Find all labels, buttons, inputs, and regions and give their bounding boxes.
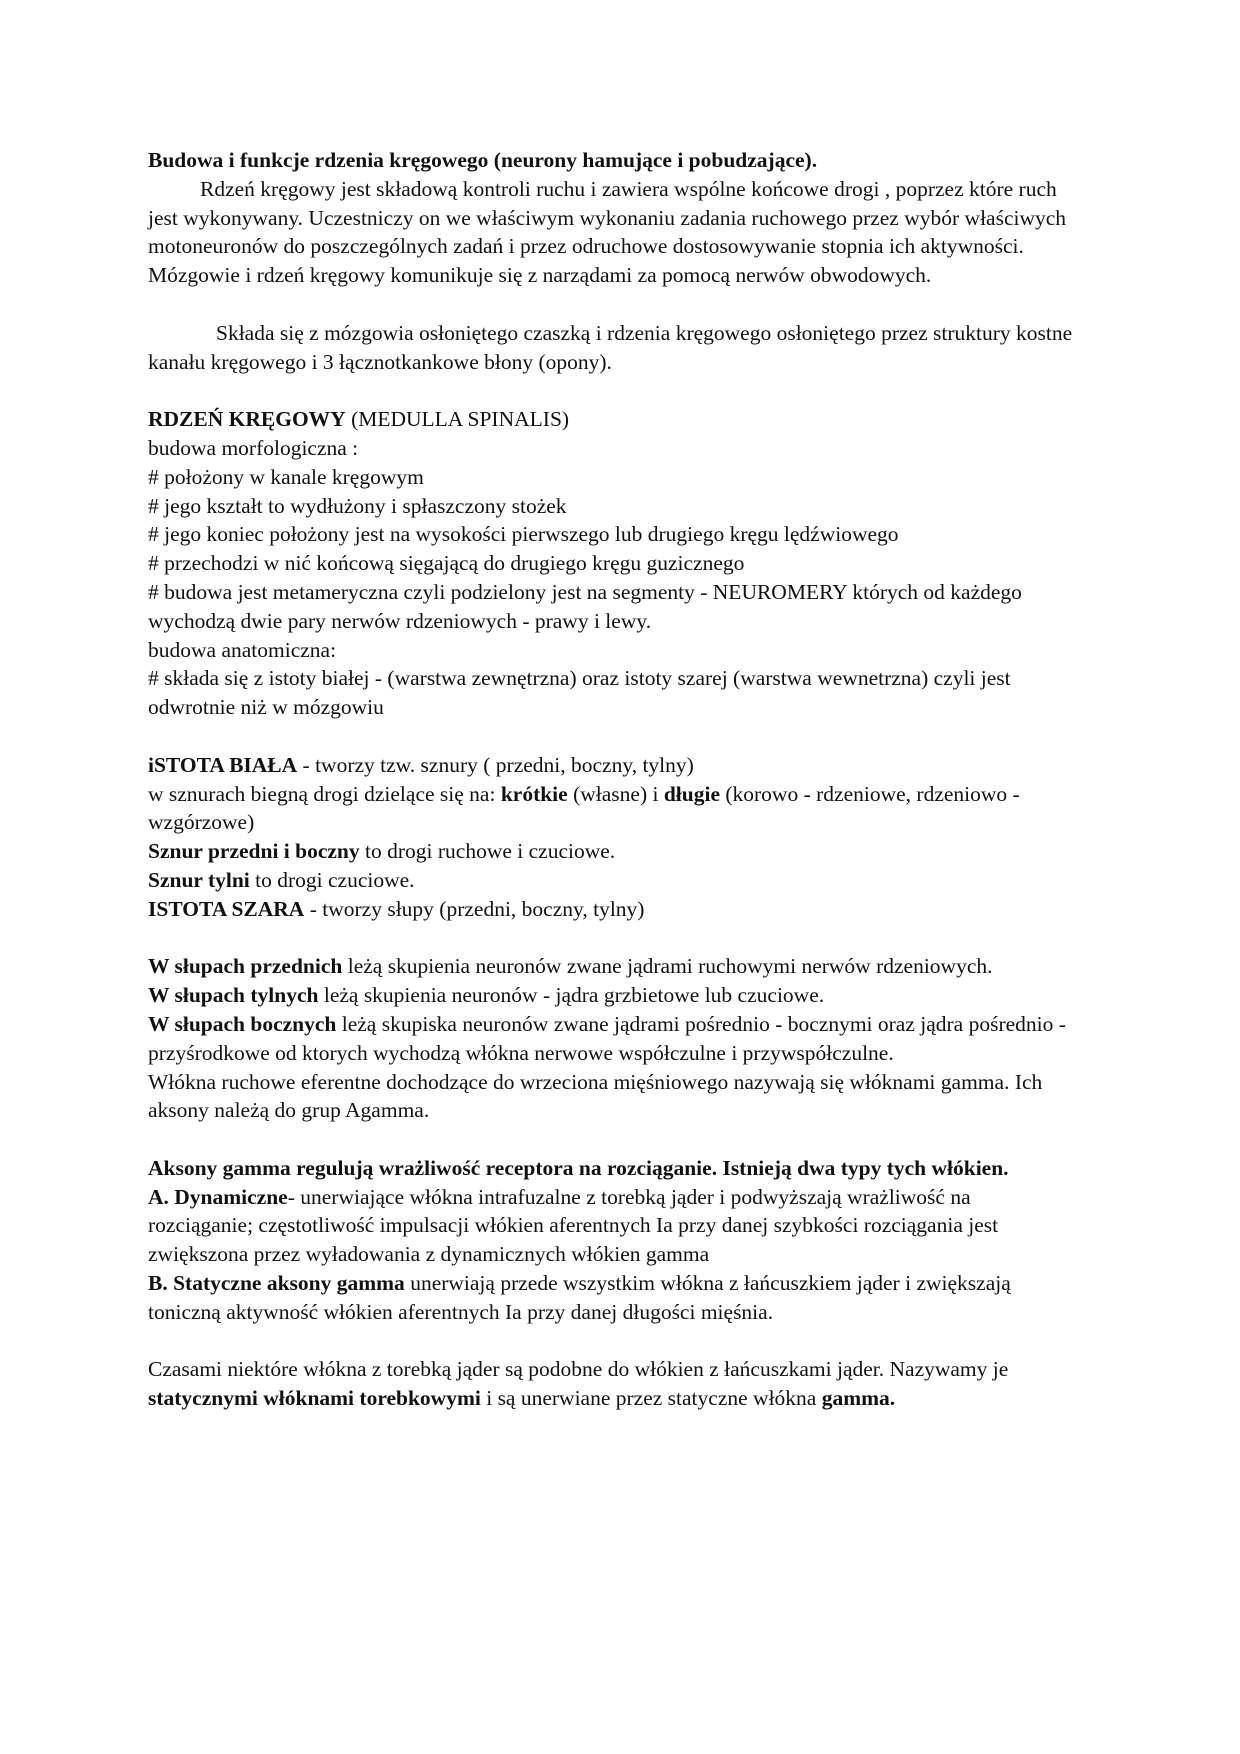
list-item: # jego kształt to wydłużony i spłaszczony stożek [148, 493, 567, 518]
list-item: # budowa jest metameryczna czyli podzielony jest na segmenty - NEUROMERY których od każdego wychodzą dwie pary nerwów rdzeniowych - prawy i lewy. [148, 579, 1022, 633]
spacer [148, 290, 1080, 319]
anat-label: budowa anatomiczna: [148, 637, 337, 662]
posterior-columns: W słupach tylnych leżą skupienia neuronów - jądra grzbietowe lub czuciowe. [148, 983, 825, 1008]
list-item: # składa się z istoty białej - (warstwa zewnętrzna) oraz istoty szarej (warstwa wewnetrzna) czyli jest odwrotnie niż w mózgowiu [148, 666, 1011, 720]
intro-paragraph-2: Składa się z mózgowia osłoniętego czaszką i rdzenia kręgowego osłoniętego przez struktury kostne kanału kręgowego i 3 łącznotkankowe błony (opony). [148, 320, 1073, 374]
intro-paragraph: Rdzeń kręgowy jest składową kontroli ruchu i zawiera wspólne końcowe drogi , poprzez które ruch jest wykonywany. Uczestniczy on we właściwym wykonaniu zadania ruchowego przez wybór właściwych motoneuronów do poszczególnych zadań i przez odruchowe dostosowywanie stopnia ich aktywności. Mózgowie i rdzeń kręgowy komunikuje się z narządami za pomocą nerwów obwodowych. [148, 176, 1067, 288]
list-item: # przechodzi w nić końcową sięgającą do drugiego kręgu guzicznego [148, 551, 745, 576]
lateral-columns: W słupach bocznych leżą skupiska neuronów zwane jądrami pośrednio - bocznymi oraz jądra pośrednio - przyśrodkowe od ktorych wychodzą włókna nerwowe współczulne i przywspółczulne. [148, 1011, 1066, 1065]
spacer [148, 722, 1080, 751]
spacer [148, 924, 1080, 953]
spacer [148, 1125, 1080, 1154]
list-item: # jego koniec położony jest na wysokości pierwszego lub drugiego kręgu lędźwiowego [148, 522, 899, 547]
anterior-columns: W słupach przednich leżą skupienia neuronów zwane jądrami ruchowymi nerwów rdzeniowych. [148, 954, 993, 979]
anterior-cord: Sznur przedni i boczny to drogi ruchowe i czuciowe. [148, 839, 616, 864]
axons-dynamic: A. Dynamiczne- unerwiające włókna intrafuzalne z torebką jąder i podwyższają wrażliwość na rozciąganie; częstotliwość impulsacji włókien aferentnych Ia przy danej szybkości rozciągania jest zwiększona przez wyładowania z dynamicznych włókien gamma [148, 1184, 999, 1267]
axons-static: B. Statyczne aksony gamma unerwiają przede wszystkim włókna z łańcuszkiem jąder i zwiększają toniczną aktywność włókien aferentnych Ia przy danej długości mięśnia. [148, 1271, 1011, 1324]
spacer [148, 1327, 1080, 1356]
spacer [148, 376, 1080, 405]
closing-paragraph: Czasami niektóre włókna z torebką jąder są podobne do włókien z łańcuszkami jąder. Nazywamy je statycznymi włóknami torebkowymi i są unerwiane przez statyczne włókna gamma. [148, 1357, 1009, 1411]
morph-label: budowa morfologiczna : [148, 435, 359, 460]
list-item: # położony w kanale kręgowym [148, 464, 424, 489]
posterior-cord: Sznur tylni to drogi czuciowe. [148, 867, 415, 892]
document-title: Budowa i funkcje rdzenia kręgowego (neurony hamujące i pobudzające). [148, 148, 818, 172]
white-matter-paths: w sznurach biegną drogi dzielące się na: krótkie (własne) i długie (korowo - rdzeniowe, rdzeniowo - wzgórzowe) [148, 781, 1020, 835]
section-heading-rdzen: RDZEŃ KRĘGOWY (MEDULLA SPINALIS) [148, 407, 570, 432]
white-matter-heading: iSTOTA BIAŁA - tworzy tzw. sznury ( przedni, boczny, tylny) [148, 752, 694, 777]
grey-matter-heading: ISTOTA SZARA - tworzy słupy (przedni, boczny, tylny) [148, 896, 645, 921]
axons-heading: Aksony gamma regulują wrażliwość receptora na rozciąganie. Istnieją dwa typy tych włókien. [148, 1155, 1009, 1180]
gamma-fibers: Włókna ruchowe eferentne dochodzące do wrzeciona mięśniowego nazywają się włóknami gamma. Ich aksony należą do grup Agamma. [148, 1069, 1043, 1123]
